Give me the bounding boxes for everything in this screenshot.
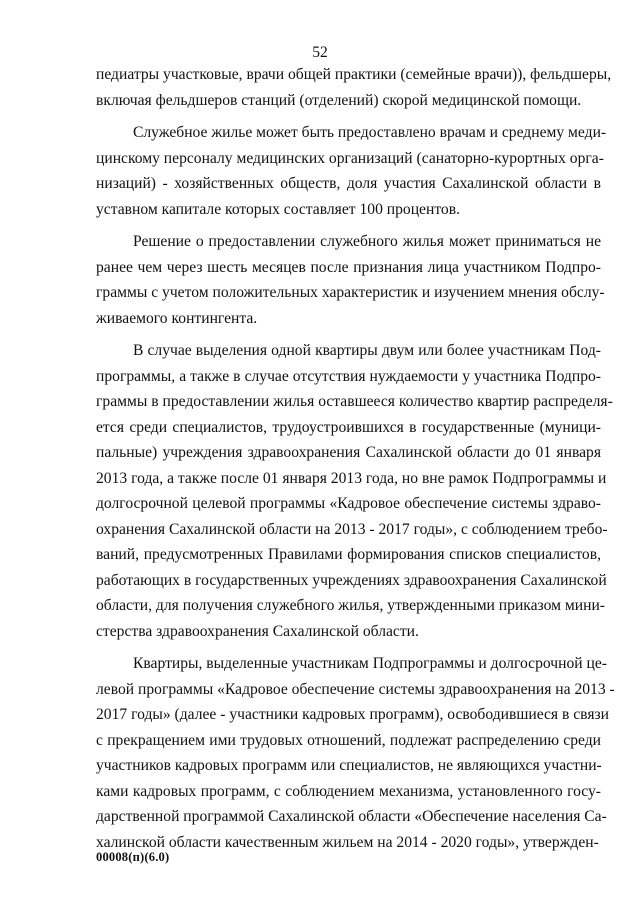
text-line: цинскому персоналу медицинских организаций (санаторно-курортных орга- bbox=[96, 149, 604, 167]
text-line: пальные) учреждения здравоохранения Сахалинской области до 01 января bbox=[96, 444, 601, 461]
text-line: граммы в предоставлении жилья оставшееся количество квартир распределя- bbox=[96, 393, 613, 410]
document-footer-code: 00008(п)(6.0) bbox=[96, 850, 170, 864]
text-line: халинской области качественным жильем на 2014 - 2020 годы», утвержден- bbox=[96, 833, 599, 851]
paragraph bbox=[96, 120, 607, 222]
text-line: Квартиры, выделенные участникам Подпрограммы и долгосрочной це- bbox=[133, 655, 607, 672]
paragraph bbox=[96, 651, 615, 855]
text-line: стерства здравоохранения Сахалинской области. bbox=[96, 622, 419, 640]
paragraph-gap bbox=[96, 222, 601, 229]
text-line: программы, а также в случае отсутствия нуждаемости у участника Подпро- bbox=[96, 367, 601, 385]
text-line: 2013 года, а также после 01 января 2013 года, но вне рамок Подпрограммы и bbox=[96, 469, 607, 487]
text-line: ваний, предусмотренных Правилами формирования списков специалистов, bbox=[96, 546, 601, 563]
text-line: с прекращением ими трудовых отношений, подлежат распределению среди bbox=[96, 731, 601, 749]
text-line: Решение о предоставлении служебного жилья может приниматься не bbox=[133, 233, 601, 250]
paragraph-gap bbox=[96, 331, 601, 338]
text-line: граммы с учетом положительных характеристик и изучением мнения обслу- bbox=[96, 284, 605, 301]
text-line: левой программы «Кадровое обеспечение системы здравоохранения на 2013 - bbox=[96, 680, 615, 698]
text-line: уставном капитале которых составляет 100 процентов. bbox=[96, 200, 460, 218]
text-line: охранения Сахалинской области на 2013 - 2017 годы», с соблюдением требо- bbox=[96, 520, 608, 538]
text-line: ками кадровых программ, с соблюдением механизма, установленного госу- bbox=[96, 782, 601, 800]
text-line: ранее чем через шесть месяцев после признания лица участником Подпро- bbox=[96, 258, 601, 276]
text-line: участников кадровых программ или специалистов, не являющихся участни- bbox=[96, 757, 602, 774]
text-line: 2017 годы» (далее - участники кадровых программ), освободившиеся в связи bbox=[96, 706, 610, 723]
text-line: педиатры участковые, врачи общей практики (семейные врачи)), фельдшеры, bbox=[96, 66, 612, 83]
paragraph bbox=[96, 229, 605, 331]
text-line: включая фельдшеров станций (отделений) скорой медицинской помощи. bbox=[96, 91, 582, 109]
text-line: долгосрочной целевой программы «Кадровое обеспечение системы здраво- bbox=[96, 495, 601, 512]
text-line: ется среди специалистов, трудоустроившихся в государственные (муници- bbox=[96, 418, 601, 436]
paragraph bbox=[96, 62, 612, 113]
text-line: дарственной программой Сахалинской области «Обеспечение населения Са- bbox=[96, 808, 607, 825]
text-line: низаций) - хозяйственных обществ, доля участия Сахалинской области в bbox=[96, 175, 601, 192]
paragraph bbox=[96, 338, 613, 644]
text-line: Служебное жилье может быть предоставлено врачам и среднему меди- bbox=[133, 124, 607, 141]
paragraph-gap bbox=[96, 113, 601, 120]
text-line: работающих в государственных учреждениях здравоохранения Сахалинской bbox=[96, 571, 607, 589]
document-body bbox=[96, 62, 615, 855]
paragraph-gap bbox=[96, 644, 601, 651]
page-number: 52 bbox=[312, 44, 328, 61]
text-line: живаемого контингента. bbox=[96, 309, 258, 327]
text-line: области, для получения служебного жилья, утвержденными приказом мини- bbox=[96, 597, 605, 614]
text-line: В случае выделения одной квартиры двум или более участникам Под- bbox=[133, 342, 601, 359]
